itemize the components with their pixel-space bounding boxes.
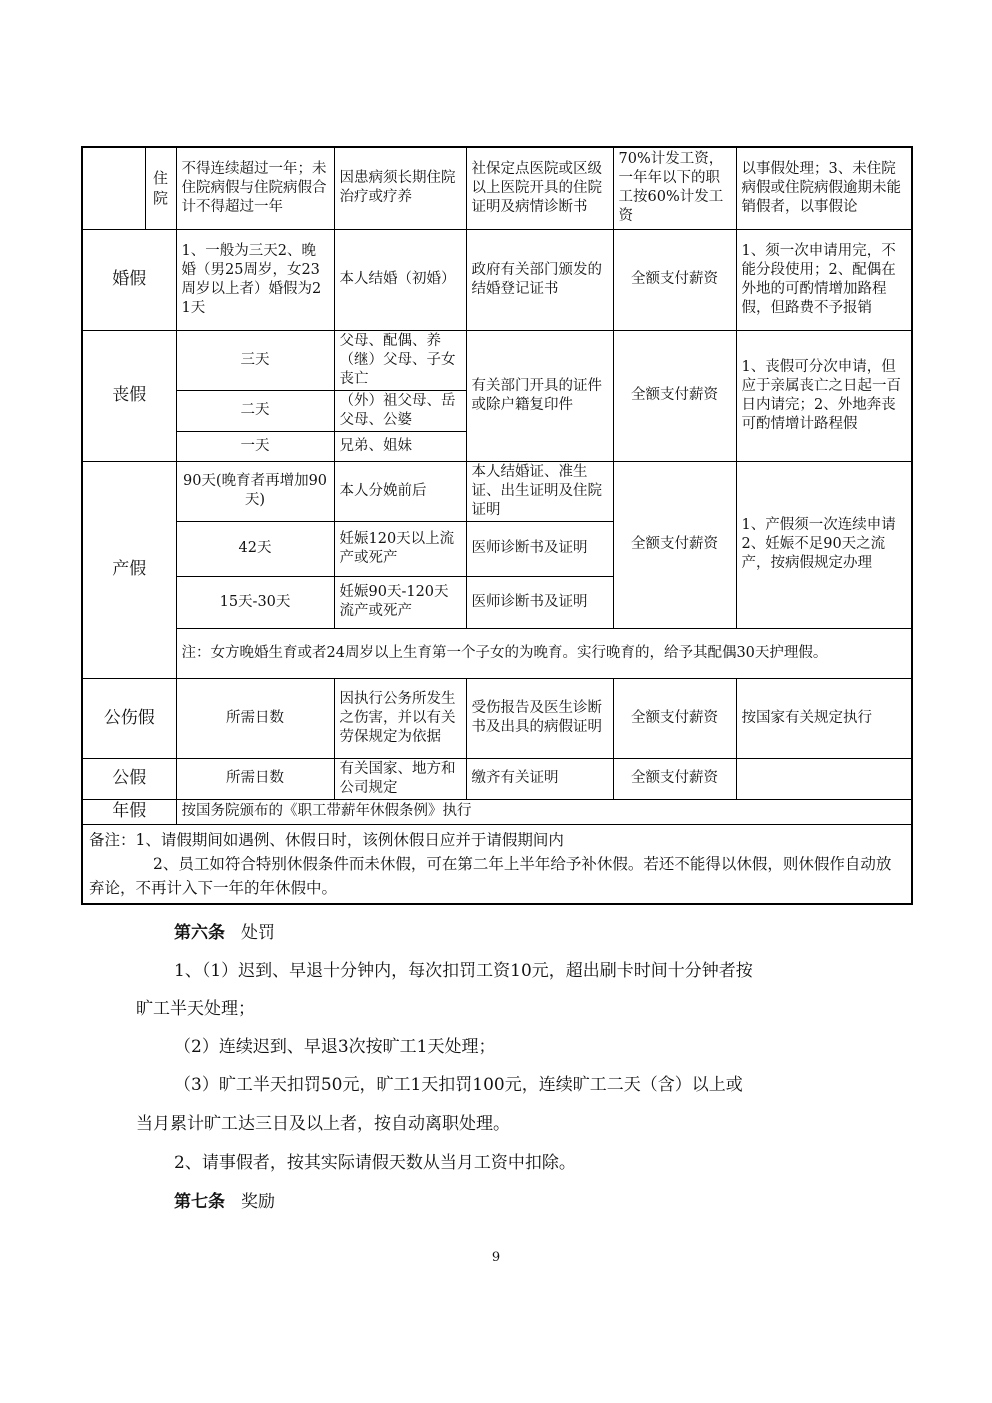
article6-paragraph-1b: 旷工半天处理； — [136, 999, 255, 1019]
injury-pay: 全额支付薪资 — [613, 678, 736, 758]
article7-title: 奖励 — [241, 1192, 275, 1212]
bereavement-condition-2: （外）祖父母、岳父母、公婆 — [334, 390, 466, 431]
maternity-footnote-row — [82, 628, 912, 678]
article6-title: 处罚 — [241, 923, 275, 943]
article6-paragraph-3b: 当月累计旷工达三日及以上者，按自动离职处理。 — [136, 1114, 510, 1134]
bereavement-pay: 全额支付薪资 — [613, 330, 736, 461]
sick-note: 以事假处理；3、未住院病假或住院病假逾期未能销假者，以事假论 — [736, 147, 912, 229]
article6-paragraph-2: （2）连续迟到、早退3次按旷工1天处理； — [174, 1037, 496, 1057]
article7-heading — [174, 1191, 934, 1213]
article6-paragraph-3a: （3）旷工半天扣罚50元，旷工1天扣罚100元，连续旷工二天（含）以上或 — [174, 1075, 743, 1095]
maternity-row-1 — [82, 461, 912, 521]
injury-duration: 所需日数 — [176, 678, 334, 758]
maternity-condition-1: 本人分娩前后 — [334, 461, 466, 521]
injury-document: 受伤报告及医生诊断书及出具的病假证明 — [466, 678, 613, 758]
marriage-row — [82, 229, 912, 330]
annual-leave-row — [82, 799, 912, 824]
remarks-row — [82, 824, 912, 904]
maternity-document-2: 医师诊断书及证明 — [466, 521, 613, 576]
public-duration: 所需日数 — [176, 758, 334, 799]
article6-number: 第六条 — [174, 923, 225, 943]
remarks-line-1: 备注：1、请假期间如遇例、休假日时，该例休假日应并于请假期间内 — [89, 830, 564, 849]
sick-document: 社保定点医院或区级以上医院开具的住院证明及病情诊断书 — [466, 147, 613, 229]
maternity-document-1: 本人结婚证、准生证、出生证明及住院证明 — [466, 461, 613, 521]
public-pay: 全额支付薪资 — [613, 758, 736, 799]
public-leave-row — [82, 758, 912, 799]
sick-category-cell — [82, 147, 145, 229]
maternity-condition-2: 妊娠120天以上流产或死产 — [334, 521, 466, 576]
annual-text: 按国务院颁布的《职工带薪年休假条例》执行 — [176, 799, 912, 824]
bereavement-document: 有关部门开具的证件或除户籍复印件 — [466, 330, 613, 461]
maternity-document-3: 医师诊断书及证明 — [466, 576, 613, 628]
leave-policy-table — [81, 146, 913, 905]
page-number: 9 — [491, 1250, 501, 1265]
bereavement-row-1 — [82, 330, 912, 390]
injury-condition: 因执行公务所发生之伤害，并以有关劳保规定为依据 — [334, 678, 466, 758]
article6-paragraph-1a: 1、（1）迟到、早退十分钟内，每次扣罚工资10元，超出刷卡时间十分钟者按 — [174, 961, 753, 981]
maternity-pay: 全额支付薪资 — [613, 461, 736, 628]
maternity-note: 1、产假须一次连续申请2、妊娠不足90天之流产，按病假规定办理 — [736, 461, 912, 628]
bereavement-duration-2: 二天 — [176, 390, 334, 431]
bereavement-duration-3: 一天 — [176, 431, 334, 461]
injury-row — [82, 678, 912, 758]
sick-inpatient-row — [82, 147, 912, 229]
maternity-category: 产假 — [82, 461, 176, 678]
article7-number: 第七条 — [174, 1192, 225, 1212]
remarks-line-2: 2、员工如符合特别休假条件而未休假，可在第二年上半年给予补休假。若还不能得以休假，则休假作自动放弃论，不再计入下一年的年休假中。 — [89, 854, 892, 897]
sick-duration: 不得连续超过一年；未住院病假与住院病假合计不得超过一年 — [176, 147, 334, 229]
annual-category: 年假 — [82, 799, 176, 824]
bereavement-duration-1: 三天 — [176, 330, 334, 390]
sick-pay: 70%计发工资，一年年以下的职工按60%计发工资 — [613, 147, 736, 229]
maternity-condition-3: 妊娠90天-120天流产或死产 — [334, 576, 466, 628]
public-document: 缴齐有关证明 — [466, 758, 613, 799]
marriage-document: 政府有关部门颁发的结婚登记证书 — [466, 229, 613, 330]
injury-note: 按国家有关规定执行 — [736, 678, 912, 758]
remarks-cell — [82, 824, 912, 904]
marriage-duration: 1、一般为三天2、晚婚（男25周岁，女23周岁以上者）婚假为21天 — [176, 229, 334, 330]
public-note — [736, 758, 912, 799]
maternity-duration-2: 42天 — [176, 521, 334, 576]
marriage-category: 婚假 — [82, 229, 176, 330]
bereavement-category: 丧假 — [82, 330, 176, 461]
bereavement-note: 1、丧假可分次申请，但应于亲属丧亡之日起一百日内请完；2、外地奔丧可酌情增计路程假 — [736, 330, 912, 461]
public-category: 公假 — [82, 758, 176, 799]
article6-heading — [174, 922, 934, 944]
maternity-duration-3: 15天-30天 — [176, 576, 334, 628]
bereavement-condition-1: 父母、配偶、养（继）父母、子女丧亡 — [334, 330, 466, 390]
marriage-pay: 全额支付薪资 — [613, 229, 736, 330]
bereavement-condition-3: 兄弟、姐妹 — [334, 431, 466, 461]
maternity-footnote: 注：女方晚婚生育或者24周岁以上生育第一个子女的为晚育。实行晚育的，给予其配偶30天护理假。 — [176, 628, 912, 678]
sick-sub-label: 住院 — [145, 147, 176, 229]
maternity-duration-1: 90天(晚育者再增加90天) — [176, 461, 334, 521]
sick-condition: 因患病须长期住院治疗或疗养 — [334, 147, 466, 229]
article6-paragraph-4: 2、请事假者，按其实际请假天数从当月工资中扣除。 — [174, 1153, 576, 1173]
public-condition: 有关国家、地方和公司规定 — [334, 758, 466, 799]
injury-category: 公伤假 — [82, 678, 176, 758]
marriage-condition: 本人结婚（初婚） — [334, 229, 466, 330]
marriage-note: 1、须一次申请用完，不能分段使用；2、配偶在外地的可酌情增加路程假，但路费不予报销 — [736, 229, 912, 330]
